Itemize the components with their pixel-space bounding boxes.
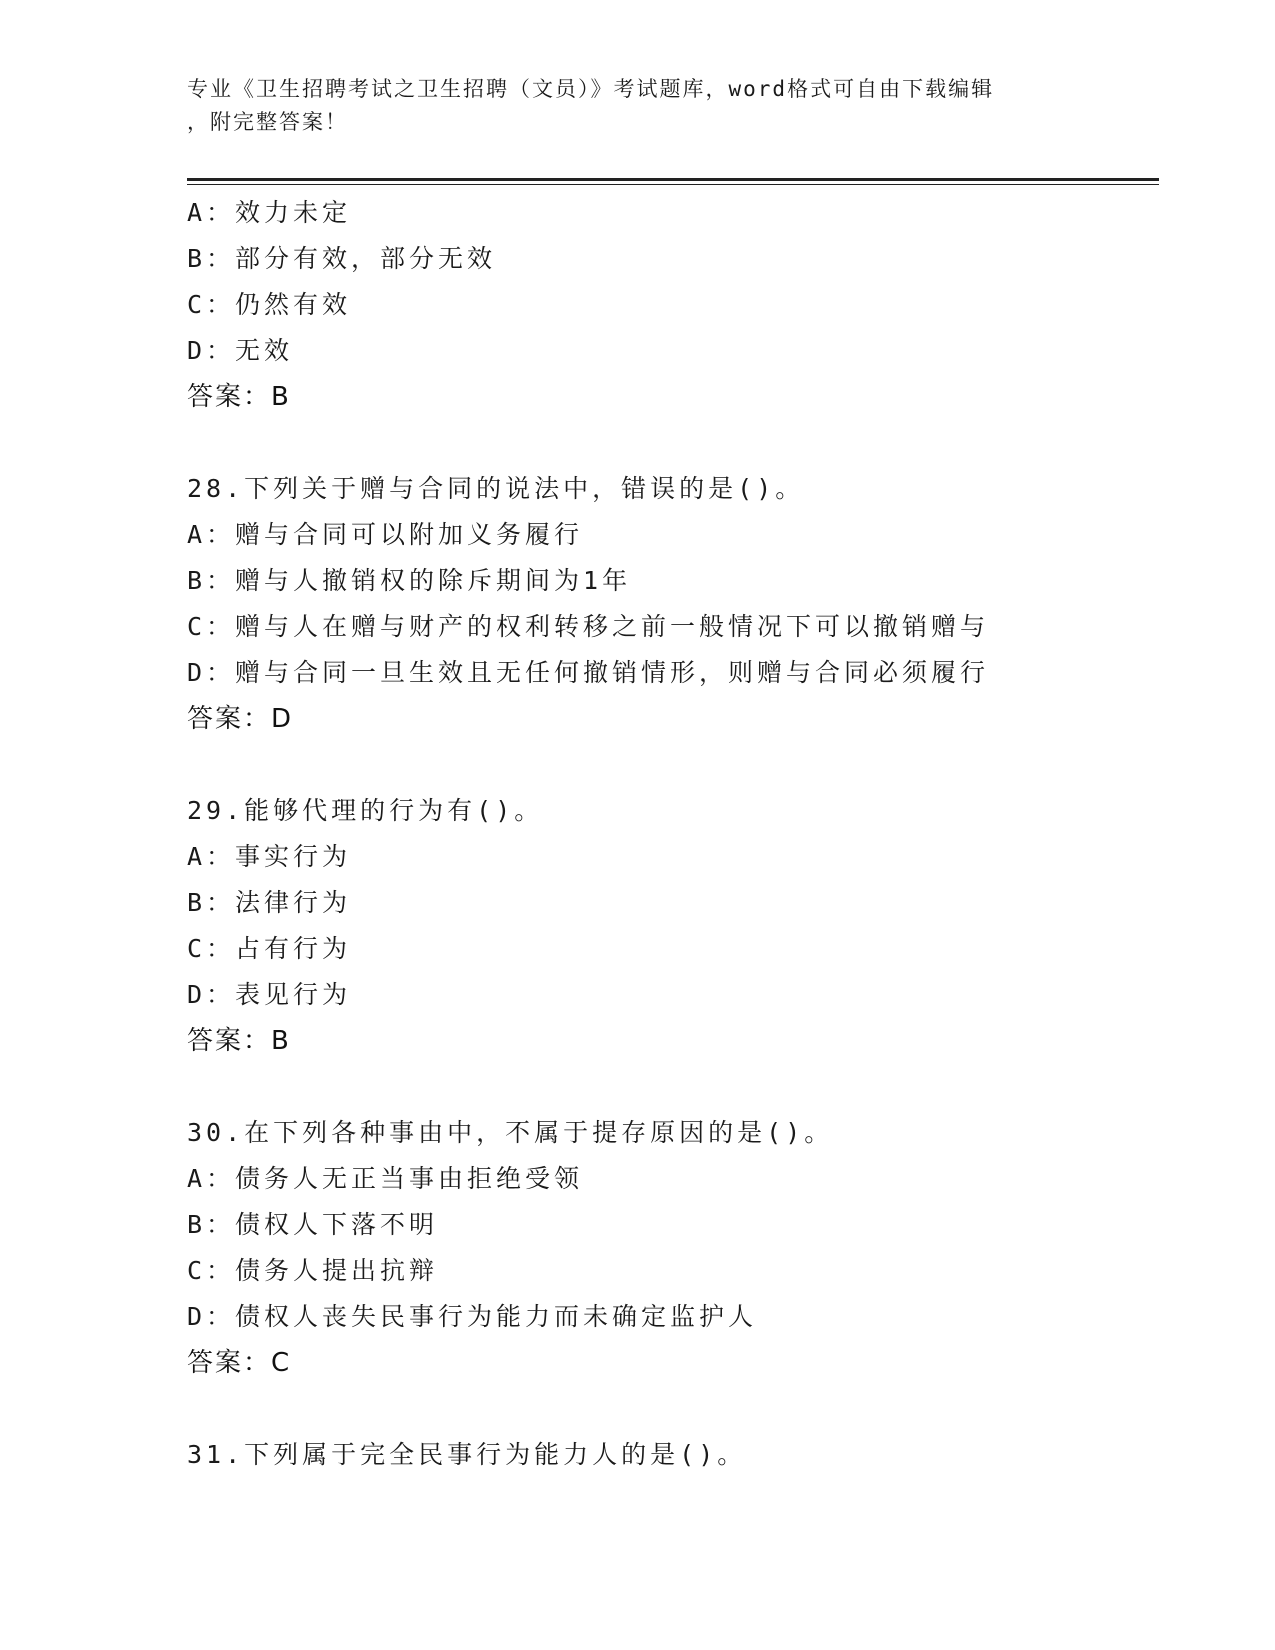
option-b: B：债权人下落不明 [187,1210,439,1239]
question-text: 30.在下列各种事由中，不属于提存原因的是()。 [187,1118,834,1147]
option-a: A：赠与合同可以附加义务履行 [187,520,584,549]
page-header [187,73,1077,139]
option-b: B：赠与人撤销权的除斥期间为1年 [187,566,632,595]
option-a: A：效力未定 [187,198,352,227]
spacer [187,1386,1159,1432]
option-c: C：债务人提出抗辩 [187,1256,439,1285]
header-divider-thin [187,184,1159,185]
option-d: D：债权人丧失民事行为能力而未确定监护人 [187,1302,758,1331]
option-d: D：表见行为 [187,980,352,1009]
question-list [187,190,1159,1478]
option-b: B：法律行为 [187,888,352,917]
question-text: 31.下列属于完全民事行为能力人的是()。 [187,1440,747,1469]
header-title-line-2: ，附完整答案！ [187,110,348,134]
question-text: 28.下列关于赠与合同的说法中，错误的是()。 [187,474,805,503]
option-c: C：赠与人在赠与财产的权利转移之前一般情况下可以撤销赠与 [187,612,990,641]
question-27-continued [187,190,1159,420]
option-b: B：部分有效，部分无效 [187,244,497,273]
option-c: C：仍然有效 [187,290,352,319]
question-30 [187,1110,1159,1386]
spacer [187,742,1159,788]
spacer [187,420,1159,466]
header-divider-thick [187,178,1159,181]
option-c: C：占有行为 [187,934,352,963]
question-29 [187,788,1159,1064]
spacer [187,1064,1159,1110]
option-d: D：无效 [187,336,294,365]
option-a: A：事实行为 [187,842,352,871]
option-a: A：债务人无正当事由拒绝受领 [187,1164,584,1193]
question-31 [187,1432,1159,1478]
answer-line: 答案：B [187,382,291,412]
question-text: 29.能够代理的行为有()。 [187,796,544,825]
answer-line: 答案：C [187,1348,292,1378]
header-title-line-1: 专业《卫生招聘考试之卫生招聘（文员）》考试题库，word格式可自由下载编辑 [187,77,995,101]
question-28 [187,466,1159,742]
option-d: D：赠与合同一旦生效且无任何撤销情形，则赠与合同必须履行 [187,658,990,687]
answer-line: 答案：D [187,704,294,734]
answer-line: 答案：B [187,1026,291,1056]
